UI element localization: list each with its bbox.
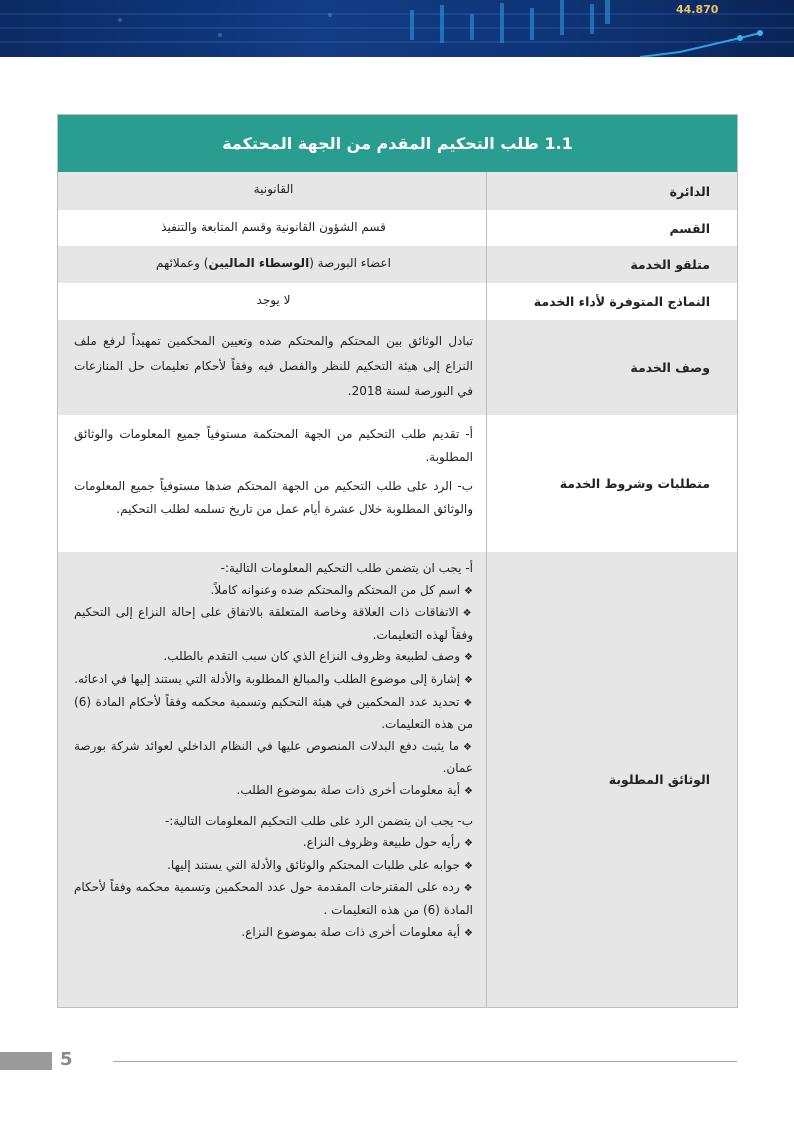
list-item: ❖الاتفاقات ذات العلاقة وخاصة المتعلقة بالاتفاق على إحالة النزاع إلى التحكيم وفقاً لهذه التعليمات. — [74, 605, 473, 642]
row-value — [58, 552, 486, 1007]
requirement-paragraph: ب- الرد على طلب التحكيم من الجهة المحتكم ضدها مستوفياً جميع المعلومات والوثائق المطلوبة خلال عشرة أيام عمل من تاريخ تسلمه لطلب التحكيم. — [74, 479, 473, 516]
table-title: 1.1 طلب التحكيم المقدم من الجهة المحتكمة — [58, 115, 737, 172]
table-row — [58, 172, 737, 210]
value-bold-text: الوسطاء الماليين — [208, 256, 310, 270]
row-value: تبادل الوثائق بين المحتكم والمحتكم ضده وتعيين المحكمين تمهيداً لرفع ملف النزاع إلى هيئة التحكيم للنظر والفصل فيه وفقاً لأحكام تعليمات حل المنازعات في البورصة لسنة 2018. — [74, 334, 473, 398]
section-heading: أ- يجب ان يتضمن طلب التحكيم المعلومات التالية:- — [220, 561, 473, 575]
diamond-bullet-icon: ❖ — [464, 838, 473, 850]
table-row — [58, 552, 737, 1007]
list-item: ❖أية معلومات أخرى ذات صلة بموضوع النزاع. — [241, 924, 473, 939]
row-value — [58, 246, 486, 280]
row-label: الوثائق المطلوبة — [486, 552, 737, 1007]
list-item: ❖وصف لطبيعة وظروف النزاع الذي كان سبب التقدم بالطلب. — [163, 649, 473, 664]
diamond-bullet-icon: ❖ — [463, 741, 473, 753]
list-item: ❖إشارة إلى موضوع الطلب والمبالغ المطلوبة والأدلة التي يستند إليها في ادعائه. — [74, 671, 473, 686]
table-row — [58, 246, 737, 283]
list-item: ❖أية معلومات أخرى ذات صلة بموضوع الطلب. — [236, 782, 473, 797]
list-item: ❖تحديد عدد المحكمين في هيئة التحكيم وتسمية محكمه وفقاً لأحكام المادة (6) من هذه التعليمات. — [74, 694, 473, 732]
service-table — [57, 114, 738, 1008]
row-label: الدائرة — [486, 172, 737, 210]
row-label: متلقو الخدمة — [486, 246, 737, 283]
diamond-bullet-icon: ❖ — [463, 883, 474, 895]
row-value: قسم الشؤون القانونية وقسم المتابعة والتنفيذ — [161, 220, 386, 234]
row-label: النماذج المتوفرة لأداء الخدمة — [486, 283, 737, 320]
diamond-bullet-icon: ❖ — [464, 860, 473, 872]
diamond-bullet-icon: ❖ — [464, 652, 473, 664]
list-item: ❖رأيه حول طبيعة وظروف النزاع. — [302, 835, 473, 850]
stock-chart-graphic — [0, 0, 794, 57]
row-label: متطلبات وشروط الخدمة — [486, 415, 737, 552]
footer-divider — [113, 1061, 737, 1062]
value-text: اعضاء البورصة ( — [309, 256, 391, 270]
table-row — [58, 210, 737, 246]
table-row — [58, 415, 737, 552]
row-value: القانونية — [253, 182, 294, 196]
diamond-bullet-icon: ❖ — [463, 697, 473, 709]
page-number: 5 — [60, 1049, 73, 1070]
footer-bar — [0, 1052, 52, 1070]
value-text: ) وعملائهم — [156, 256, 209, 270]
diamond-bullet-icon: ❖ — [464, 785, 473, 797]
diamond-bullet-icon: ❖ — [464, 674, 473, 686]
list-item: ❖اسم كل من المحتكم والمحتكم ضده وعنوانه كاملاً. — [210, 582, 473, 597]
diamond-bullet-icon: ❖ — [462, 608, 473, 620]
banner-ticker-value: 44.870 — [676, 3, 719, 16]
diamond-bullet-icon: ❖ — [464, 927, 473, 939]
diamond-bullet-icon: ❖ — [464, 585, 473, 597]
list-item: ❖جوابه على طلبات المحتكم والوثائق والأدلة التي يستند إليها. — [167, 857, 473, 872]
row-label: وصف الخدمة — [486, 320, 737, 415]
section-heading: ب- يجب ان يتضمن الرد على طلب التحكيم المعلومات التالية:- — [164, 813, 473, 828]
list-item: ❖ما يثبت دفع البدلات المنصوص عليها في النظام الداخلي لعوائد شركة بورصة عمان. — [74, 738, 473, 776]
list-item: ❖رده على المقترحات المقدمة حول عدد المحكمين وتسمية محكمه وفقاً لأحكام المادة (6) من هذه التعليمات . — [74, 880, 474, 917]
table-row — [58, 283, 737, 320]
row-value: لا يوجد — [256, 293, 291, 307]
requirement-paragraph: أ- تقديم طلب التحكيم من الجهة المحتكمة مستوفياً جميع المعلومات والوثائق المطلوبة. — [74, 427, 473, 464]
header-banner — [0, 0, 794, 57]
row-label: القسم — [486, 210, 737, 246]
table-row — [58, 320, 737, 415]
row-value — [58, 415, 486, 552]
